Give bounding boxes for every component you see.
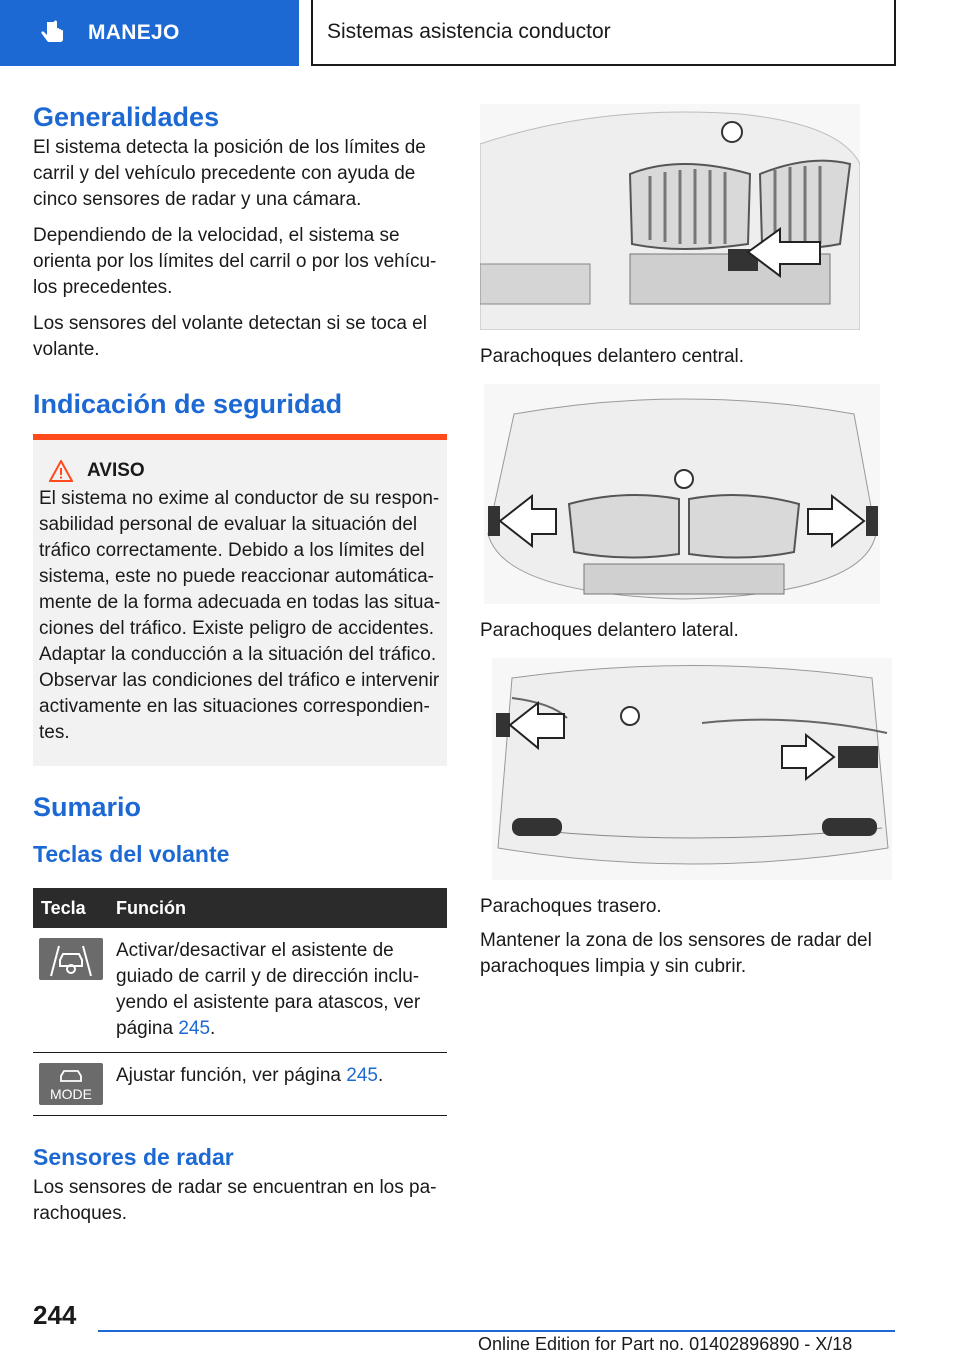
mode-key-icon [39, 1063, 103, 1105]
warning-box [33, 434, 447, 766]
mode-key-label: MODE [50, 1086, 92, 1102]
front-bumper-side-illustration [484, 384, 880, 604]
key-cell [33, 1053, 108, 1116]
caption-rear: Parachoques trasero. [480, 896, 662, 917]
heading-seguridad: Indicación de seguridad [33, 389, 343, 419]
warning-label: AVISO [87, 460, 145, 481]
heading-generalidades: Generalidades [33, 102, 220, 132]
rear-bumper-illustration [492, 658, 892, 880]
heading-sensores: Sensores de radar [33, 1144, 234, 1170]
heading-sumario: Sumario [33, 792, 142, 822]
table-header-row [33, 888, 447, 928]
column-header-tecla: Tecla [33, 888, 108, 928]
section-tab[interactable] [0, 0, 299, 66]
warning-text: El sistema no exime al conductor de su respon‐ sabilidad personal de evaluar la situación del tráfico correctamente. Debido a los límites del sistema, este no puede reaccionar automática‐ mente de la forma adecuada en todas las situa‐ ciones del tráfico. Existe peligro de accidentes. Adaptar la conducción a la situación del tráfico. Observar las condiciones del tráfico e intervenir activamente en las situaciones correspondien‐ tes. [39, 488, 441, 743]
hand-pointer-icon [38, 18, 68, 48]
function-cell [108, 928, 447, 1053]
warning-header [39, 460, 441, 482]
page-number: 244 [33, 1300, 77, 1330]
steering-keys-table [33, 888, 447, 1116]
left-column [33, 100, 447, 1227]
page-link[interactable]: 245 [346, 1065, 378, 1086]
section-label: MANEJO [88, 21, 180, 44]
warning-triangle-icon [49, 460, 73, 482]
sensores-text: Los sensores de radar se encuentran en los pa‐ rachoques. [33, 1177, 437, 1224]
front-bumper-center-illustration [480, 104, 860, 330]
footer-divider [98, 1330, 895, 1332]
paragraph-3: Los sensores del volante detectan si se toca el volante. [33, 313, 427, 360]
paragraph-1: El sistema detecta la posición de los límites de carril y del vehículo precedente con ayuda de cinco sensores de radar y una cámara. [33, 137, 426, 210]
lane-assist-steering-key-icon [39, 938, 103, 980]
function-cell [108, 1053, 447, 1116]
right-column [480, 100, 896, 980]
chapter-title: Sistemas asistencia conductor [311, 0, 896, 66]
heading-teclas: Teclas del volante [33, 841, 230, 867]
key-cell [33, 928, 108, 1053]
function-end: . [377, 1065, 384, 1086]
function-text: Ajustar función, ver página [116, 1065, 347, 1086]
page-link[interactable]: 245 [178, 1018, 211, 1039]
table-row [33, 1053, 447, 1116]
sensor-maintenance-note: Mantener la zona de los sensores de radar del parachoques limpia y sin cubrir. [480, 930, 872, 977]
paragraph-2: Dependiendo de la velocidad, el sistema se orienta por los límites del carril o por los vehícu‐ los precedentes. [33, 225, 437, 298]
table-row [33, 928, 447, 1053]
function-text: Activar/desactivar el asistente de guiado de carril y de dirección inclu‐ yendo el asistente para atascos, ver página [116, 940, 421, 1039]
edition-footer: Online Edition for Part no. 01402896890 - X/18 [478, 1334, 853, 1354]
column-header-funcion: Función [108, 888, 447, 928]
caption-front-side: Parachoques delantero lateral. [480, 620, 739, 641]
function-end: . [210, 1018, 216, 1039]
caption-front-center: Parachoques delantero central. [480, 346, 745, 367]
